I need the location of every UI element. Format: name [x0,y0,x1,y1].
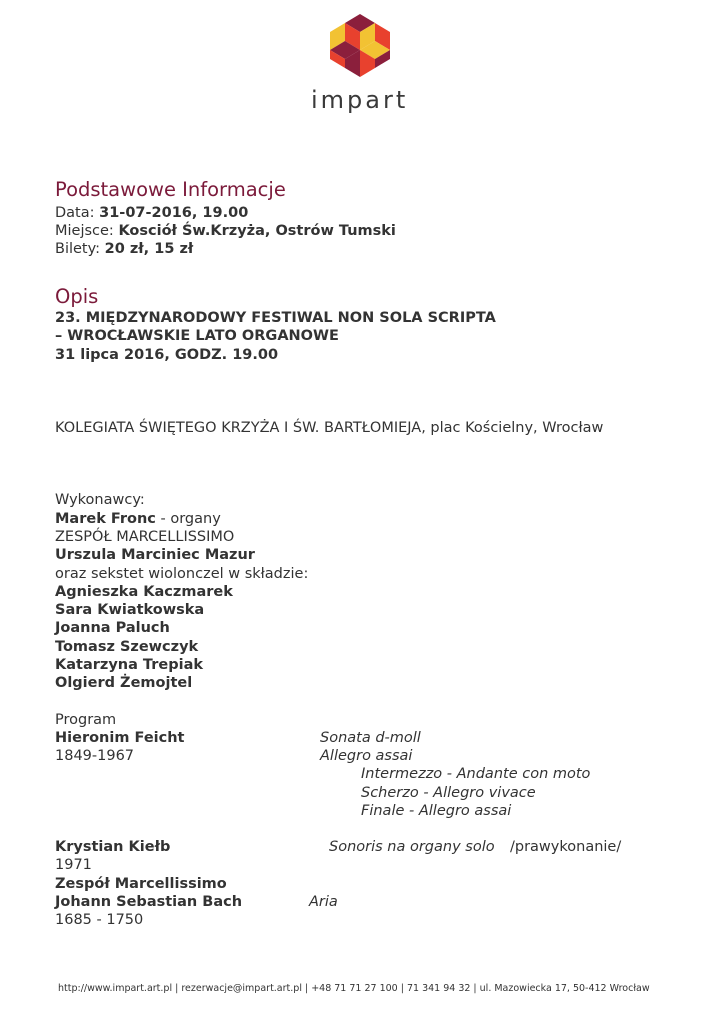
movement-item: Finale - Allegro assai [361,803,512,819]
venue-text: KOLEGIATA ŚWIĘTEGO KRZYŻA I ŚW. BARTŁOMIEJA, plac Kościelny, Wrocław [55,420,604,436]
cellist-item: Olgierd Żemojtel [55,675,193,691]
date-line [55,204,248,222]
basic-info-heading: Podstawowe Informacje [55,178,286,201]
premiere-note: /prawykonanie/ [510,839,622,855]
sextet-intro: oraz sekstet wiolonczel w składzie: [55,566,309,582]
festival-title-line-2: – WROCŁAWSKIE LATO ORGANOWE [55,328,339,344]
ensemble-name: ZESPÓŁ MARCELLISSIMO [55,529,235,545]
cellist-item: Tomasz Szewczyk [55,639,199,655]
composer-kielb-years: 1971 [55,857,92,873]
tickets-value: 20 zł, 15 zł [104,241,194,257]
movement-item: Intermezzo - Andante con moto [361,766,591,782]
composer-bach: Johann Sebastian Bach [55,894,243,910]
organist-line [55,510,221,528]
cellist-item: Agnieszka Kaczmarek [55,584,233,600]
performers-label: Wykonawcy: [55,492,145,508]
tickets-line [55,240,193,258]
composer-feicht-years: 1849-1967 [55,748,135,764]
footer-contact: http://www.impart.art.pl | rezerwacje@impart.art.pl | +48 71 71 27 100 | 71 341 94 32 | ul. Mazowiecka 17, 50-412 Wrocław [58,983,650,994]
work-aria-title: Aria [309,894,338,910]
movement-item: Allegro assai [320,748,413,764]
composer-bach-years: 1685 - 1750 [55,912,144,928]
work-sonata-title: Sonata d-moll [320,730,421,746]
cellist-item: Sara Kwiatkowska [55,602,205,618]
tickets-label: Bilety: [55,241,101,257]
cellist-item: Joanna Paluch [55,620,170,636]
movement-item: Scherzo - Allegro vivace [361,785,536,801]
ensemble-leader: Urszula Marciniec Mazur [55,547,255,563]
brand-name: impart [311,86,409,114]
place-value: Kosciół Św.Krzyża, Ostrów Tumski [118,223,396,239]
cellist-item: Katarzyna Trepiak [55,657,203,673]
festival-title-line-1: 23. MIĘDZYNARODOWY FESTIWAL NON SOLA SCRIPTA [55,310,496,326]
place-label: Miejsce: [55,223,114,239]
composer-feicht: Hieronim Feicht [55,730,185,746]
date-label: Data: [55,205,95,221]
place-line [55,222,396,240]
impart-logo-icon [327,14,393,80]
program-label: Program [55,712,117,728]
composer-kielb: Krystian Kiełb [55,839,171,855]
date-value: 31-07-2016, 19.00 [99,205,249,221]
ensemble-marcellissimo: Zespół Marcellissimo [55,876,227,892]
organist-role: - organy [155,511,221,527]
organist-name: Marek Fronc [55,511,156,527]
festival-date-line: 31 lipca 2016, GODZ. 19.00 [55,347,279,363]
work-sonoris-title: Sonoris na organy solo [329,839,495,855]
description-heading: Opis [55,285,99,308]
